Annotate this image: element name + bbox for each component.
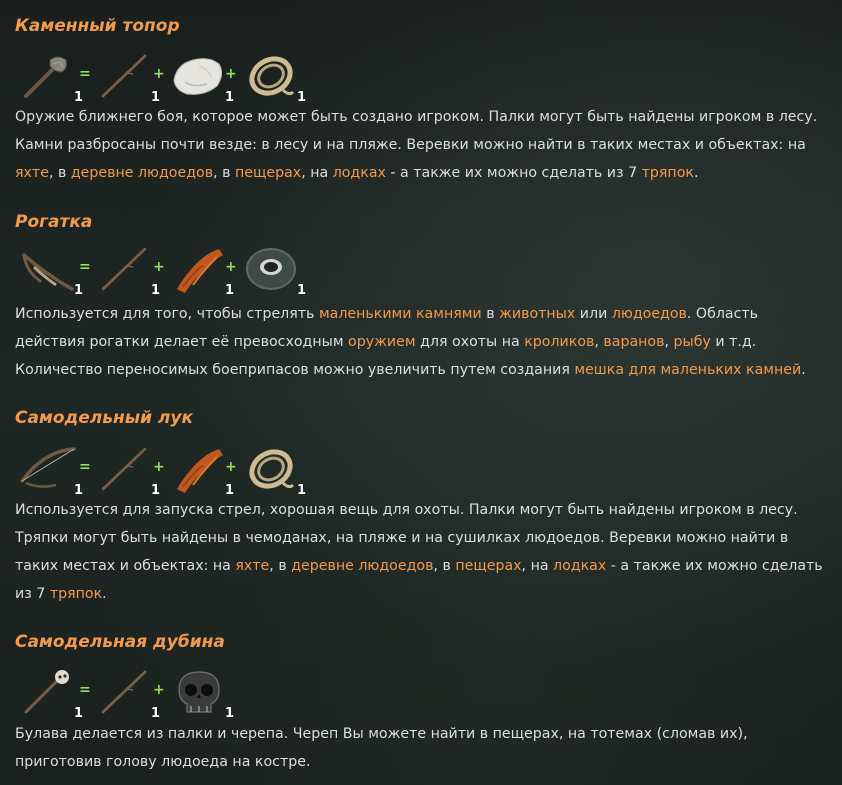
crafting-recipe (15, 245, 335, 303)
ingredient-quantity: 1 (297, 283, 307, 298)
link-boats[interactable]: лодках (332, 165, 386, 181)
ingredient-quantity: 1 (225, 90, 235, 105)
ingredient-quantity: 1 (151, 706, 161, 721)
link-animals[interactable]: животных (499, 306, 576, 322)
ingredient-quantity: 1 (151, 483, 161, 498)
plus-sign: + (225, 259, 237, 275)
skull-icon (171, 668, 227, 716)
link-cannibal-village[interactable]: деревне людоедов (291, 558, 434, 574)
ingredient-cloth (171, 245, 235, 298)
description-line: действия рогатки делает её превосходным оружием для охоты на кроликов, варанов, рыбу и т.д. (15, 334, 757, 350)
section-title: Самодельный лук (15, 408, 194, 428)
ingredient-quantity: 1 (297, 483, 307, 498)
rope-icon (243, 445, 299, 493)
link-caves[interactable]: пещерах (455, 558, 522, 574)
link-caves[interactable]: пещерах (234, 165, 302, 181)
description-line: приготовив голову людоеда на костре. (15, 754, 311, 770)
section-title: Рогатка (15, 212, 93, 232)
bow-icon (20, 445, 76, 493)
ingredient-rock (171, 52, 235, 105)
link-small-rock-bag[interactable]: мешка для маленьких камней (574, 362, 802, 378)
section-description (15, 496, 835, 608)
ingredient-quantity: 1 (297, 90, 307, 105)
recipe-result (20, 245, 84, 298)
plus-sign: + (153, 66, 165, 82)
link-cloth[interactable]: тряпок (641, 165, 694, 181)
link-yacht[interactable]: яхте (235, 558, 270, 574)
description-line: Используется для запуска стрел, хорошая вещь для охоты. Палки могут быть найдены игроком в лесу. (15, 502, 798, 518)
link-cloth[interactable]: тряпок (49, 586, 103, 602)
description-line: Количество переносимых боеприпасов можно увеличить путем создания мешка для маленьких камней. (15, 362, 806, 378)
result-quantity: 1 (74, 283, 84, 298)
crafting-recipe (15, 668, 335, 726)
link-boats[interactable]: лодках (553, 558, 607, 574)
stone-axe-icon (20, 52, 76, 100)
crafting-recipe (15, 445, 335, 503)
rope-icon (243, 52, 299, 100)
crafting-recipe (15, 52, 335, 110)
ingredient-quantity: 1 (151, 90, 161, 105)
plus-sign: + (153, 259, 165, 275)
section-title: Самодельная дубина (15, 632, 225, 652)
equals-sign: = (79, 459, 91, 475)
ingredient-stick (97, 445, 161, 498)
result-quantity: 1 (74, 706, 84, 721)
equals-sign: = (79, 259, 91, 275)
plus-sign: + (225, 459, 237, 475)
ingredient-quantity: 1 (225, 283, 235, 298)
link-lizards[interactable]: варанов (603, 334, 665, 350)
plus-sign: + (225, 66, 237, 82)
link-cannibal-village[interactable]: деревне людоедов (70, 165, 214, 181)
ingredient-skull (171, 668, 235, 721)
section-title: Каменный топор (15, 16, 180, 36)
equals-sign: = (79, 66, 91, 82)
section-description (15, 300, 835, 384)
section-description (15, 720, 835, 776)
ingredient-rope (243, 445, 307, 498)
ingredient-quantity: 1 (225, 706, 235, 721)
stick-icon (97, 52, 153, 100)
description-line: таких местах и объектах: на яхте, в деревне людоедов, в пещерах, на лодках - а также их можно сделать (15, 558, 823, 574)
cloth-icon (171, 245, 227, 293)
link-fish[interactable]: рыбу (673, 334, 711, 350)
slingshot-icon (20, 245, 76, 293)
section-description (15, 103, 835, 187)
recipe-result (20, 445, 84, 498)
link-yacht[interactable]: яхте (15, 165, 49, 181)
ingredient-rope (243, 52, 307, 105)
link-small-rocks[interactable]: маленькими камнями (318, 306, 482, 322)
recipe-result (20, 668, 84, 721)
stick-icon (97, 445, 153, 493)
ingredient-stick (97, 245, 161, 298)
ingredient-cloth (171, 445, 235, 498)
description-line: Тряпки могут быть найдены в чемоданах, на пляже и на сушилках людоедов. Веревки можно найти в (15, 530, 789, 546)
result-quantity: 1 (74, 483, 84, 498)
stick-icon (97, 668, 153, 716)
stick-icon (97, 245, 153, 293)
ingredient-quantity: 1 (151, 283, 161, 298)
equals-sign: = (79, 682, 91, 698)
ingredient-stick (97, 668, 161, 721)
description-line: Используется для того, чтобы стрелять маленькими камнями в животных или людоедов. Область (15, 306, 759, 322)
link-rabbits[interactable]: кроликов (524, 334, 595, 350)
plus-sign: + (153, 682, 165, 698)
description-line: яхте, в деревне людоедов, в пещерах, на лодках - а также их можно сделать из 7 тряпок. (15, 165, 699, 181)
link-weapons[interactable]: оружием (348, 334, 416, 350)
description-line: из 7 тряпок. (15, 586, 107, 602)
cloth-icon (171, 445, 227, 493)
skull-club-icon (20, 668, 76, 716)
link-cannibals[interactable]: людоедов (611, 306, 687, 322)
ingredient-stick (97, 52, 161, 105)
duct-tape-icon (243, 245, 299, 293)
rock-icon (171, 52, 227, 100)
description-line: Камни разбросаны почти везде: в лесу и на пляже. Веревки можно найти в таких местах и объектах: на (15, 137, 806, 153)
plus-sign: + (153, 459, 165, 475)
description-line: Оружие ближнего боя, которое может быть создано игроком. Палки могут быть найдены игроком в лесу. (15, 109, 818, 125)
result-quantity: 1 (74, 90, 84, 105)
recipe-result (20, 52, 84, 105)
ingredient-quantity: 1 (225, 483, 235, 498)
description-line: Булава делается из палки и черепа. Череп Вы можете найти в пещерах, на тотемах (сломав их), (15, 726, 748, 742)
ingredient-duct-tape (243, 245, 307, 298)
